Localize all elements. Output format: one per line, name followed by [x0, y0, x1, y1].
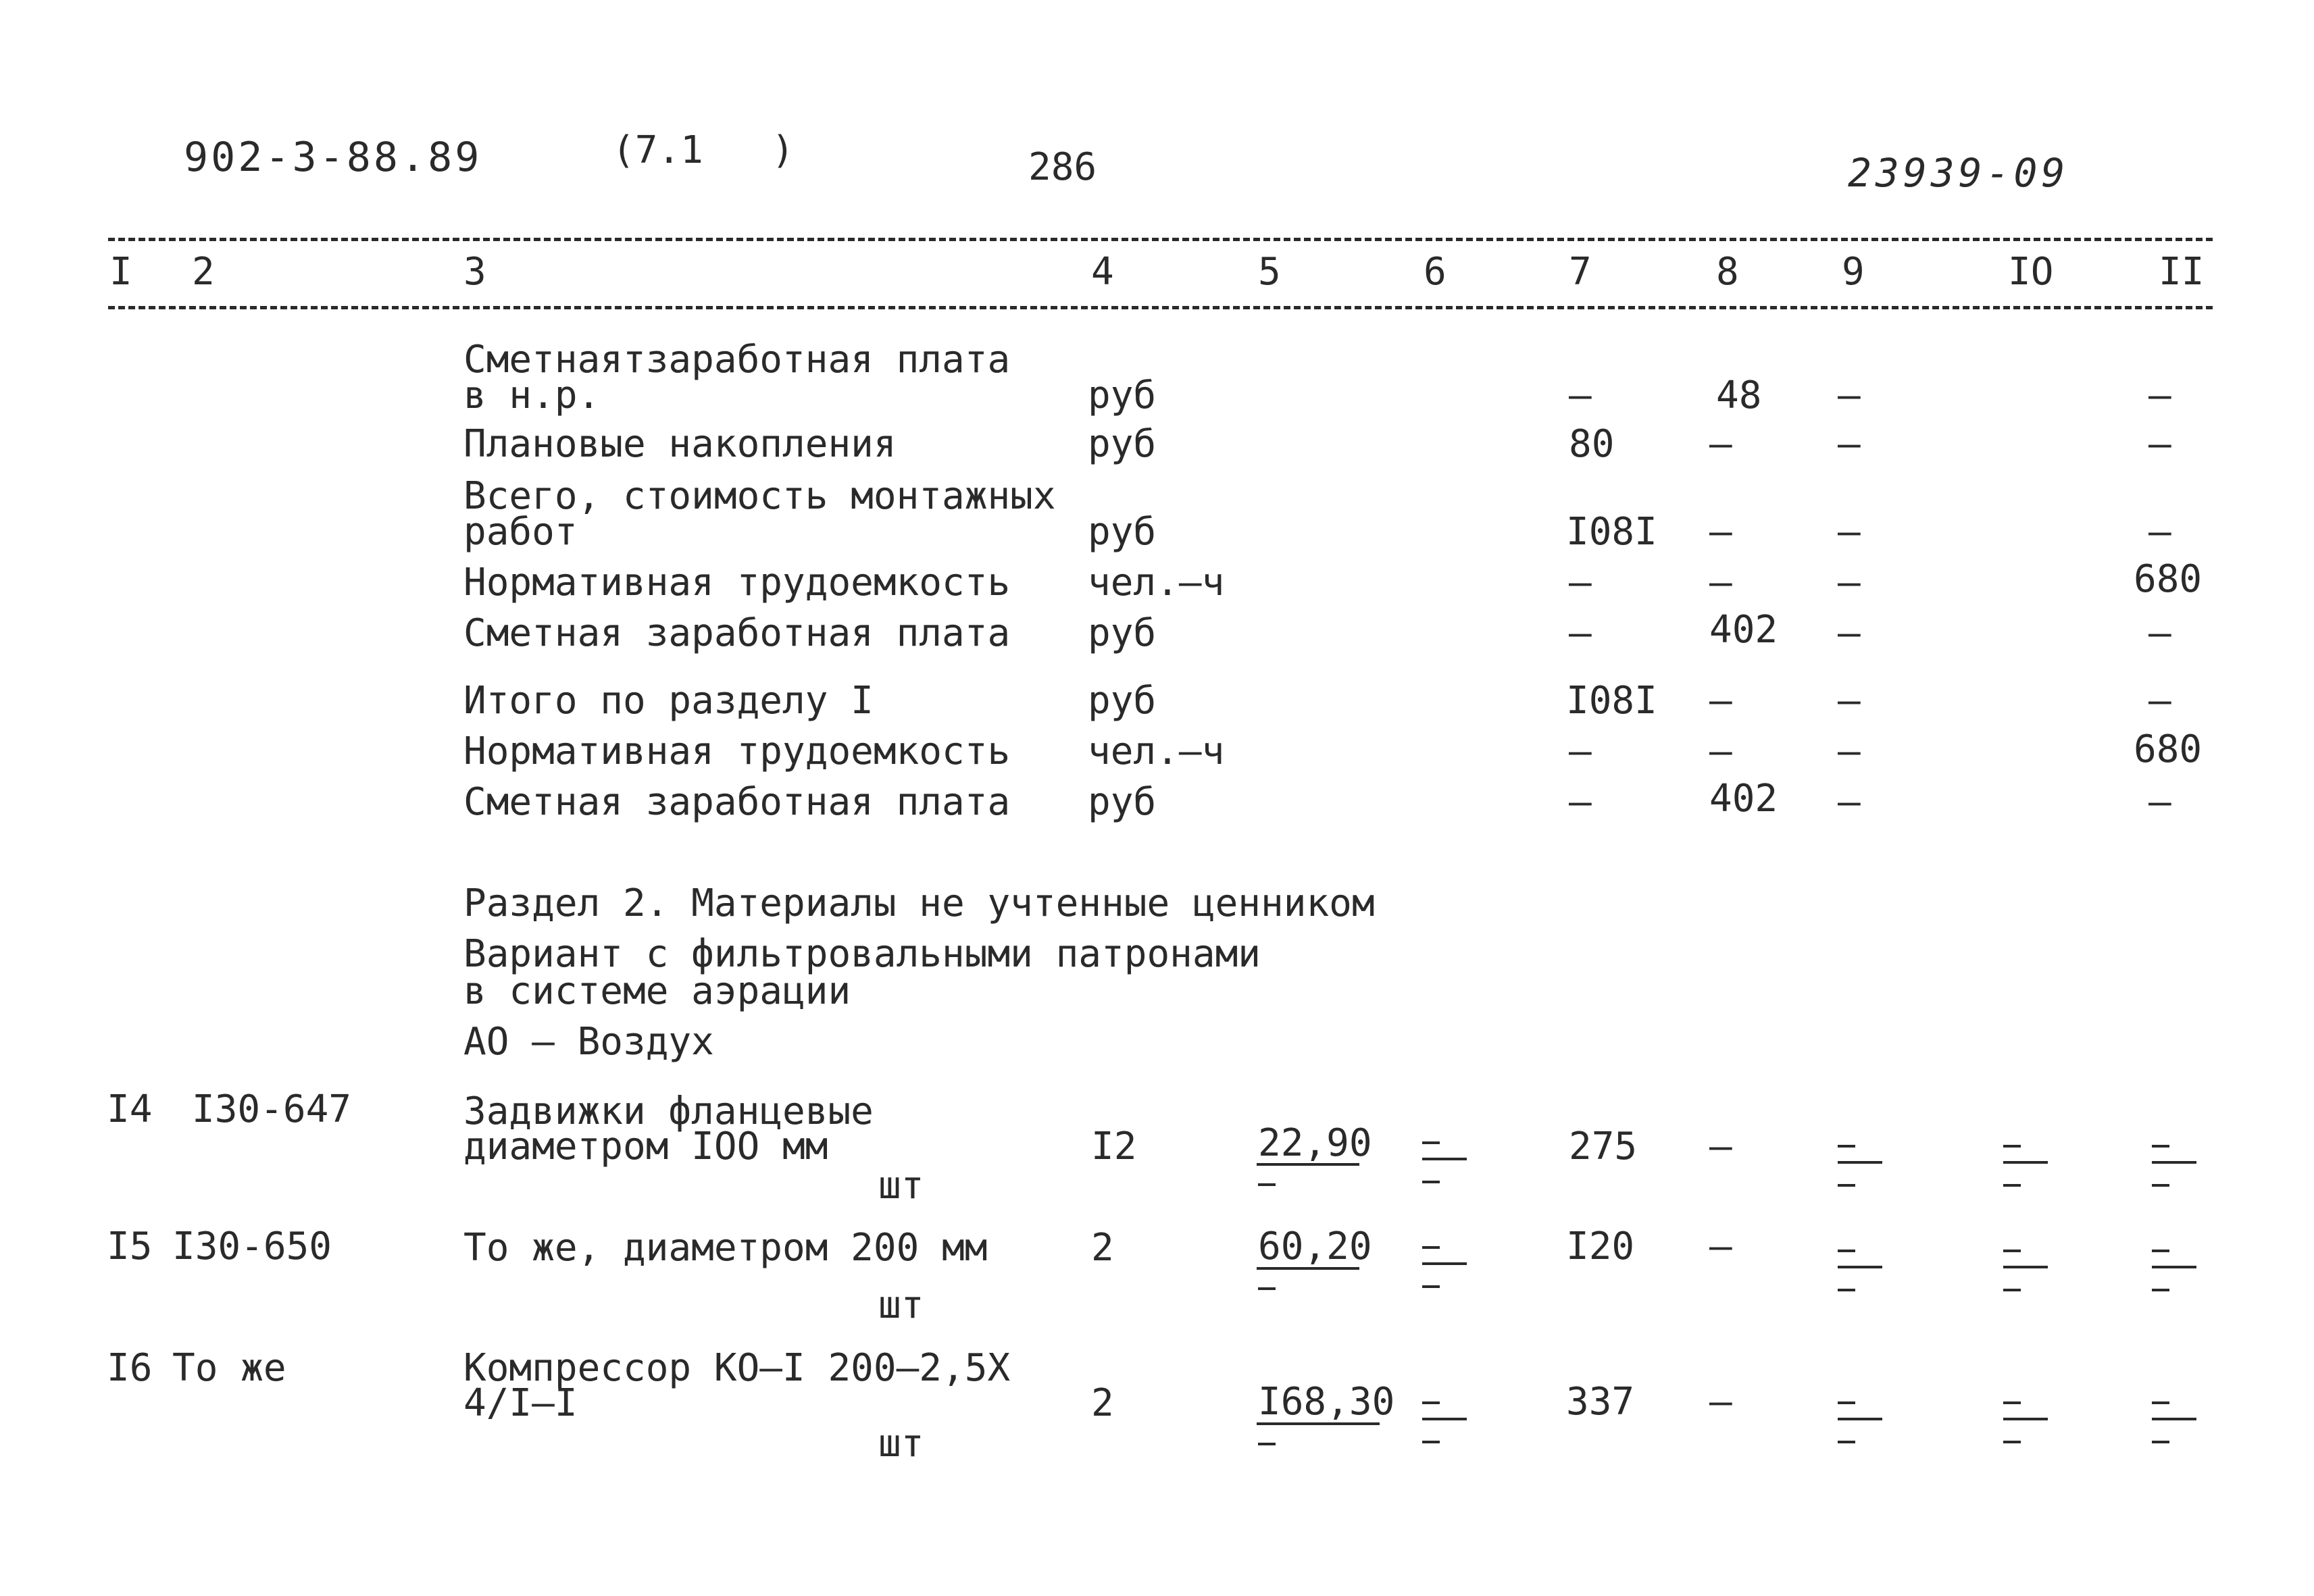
- item-unit: шт: [878, 1422, 924, 1466]
- item-col8: –: [1709, 1125, 1732, 1168]
- row-name: Сметная заработная плата: [463, 780, 1011, 824]
- item-price: 60,20: [1258, 1225, 1372, 1268]
- row-unit: руб: [1088, 374, 1157, 417]
- row-col7: 80: [1569, 422, 1615, 466]
- item-code: I30-650: [172, 1225, 332, 1268]
- row-col8: –: [1709, 422, 1732, 466]
- item-col8: –: [1709, 1225, 1732, 1268]
- price-dash-below: [1258, 1183, 1276, 1186]
- col11-mark: [2152, 1250, 2196, 1293]
- row-col9: –: [1838, 374, 1861, 417]
- document-code: 902-3-88.89: [184, 134, 482, 181]
- item-quantity: 2: [1091, 1381, 1114, 1425]
- page-number: 286: [1028, 145, 1097, 189]
- row-col11: –: [2148, 422, 2171, 466]
- col10-mark: [2003, 1250, 2048, 1293]
- row-col7: –: [1569, 561, 1592, 604]
- row-col8: 48: [1716, 374, 1762, 417]
- row-col11: 680: [2134, 727, 2203, 771]
- row-col9: –: [1838, 679, 1861, 723]
- item-code: I30-647: [192, 1087, 352, 1131]
- item-total: 337: [1566, 1380, 1635, 1424]
- col6-mark: [1422, 1401, 1467, 1445]
- col-header-2: 2: [192, 250, 215, 294]
- col-header-10: IO: [2008, 250, 2054, 294]
- row-col7: –: [1569, 780, 1592, 824]
- table-header-rule: [108, 306, 2213, 309]
- row-col9: –: [1838, 422, 1861, 466]
- row-col9: –: [1838, 561, 1861, 604]
- item-number: I6: [107, 1346, 153, 1390]
- item-number: I4: [107, 1087, 153, 1131]
- col6-mark: [1422, 1141, 1467, 1185]
- row-name: Всего, стоимость монтажных: [463, 474, 1056, 518]
- row-col7: I08I: [1566, 510, 1657, 554]
- album-number: (7.1 ): [612, 128, 795, 172]
- row-col7: –: [1569, 611, 1592, 655]
- row-col8: –: [1709, 510, 1732, 554]
- col11-mark: [2152, 1401, 2196, 1445]
- col-header-11: II: [2159, 250, 2205, 294]
- col-header-1: I: [109, 250, 132, 294]
- row-col11: –: [2148, 374, 2171, 417]
- item-code: То же: [172, 1346, 286, 1390]
- item-name: Компрессор КО–I 200–2,5Х: [463, 1346, 1011, 1390]
- item-price: 22,90: [1258, 1121, 1372, 1165]
- item-name: То же, диаметром 200 мм: [463, 1226, 988, 1270]
- variant-title: Вариант с фильтровальными патронами: [463, 932, 1261, 976]
- item-col8: –: [1709, 1380, 1732, 1424]
- price-dash-below: [1258, 1287, 1276, 1290]
- col-header-9: 9: [1842, 250, 1865, 294]
- table-top-rule: [108, 238, 2213, 241]
- row-col8: –: [1709, 679, 1732, 723]
- col10-mark: [2003, 1145, 2048, 1188]
- row-unit: руб: [1088, 510, 1157, 554]
- row-name: Итого по разделу I: [463, 679, 874, 723]
- col-header-8: 8: [1716, 250, 1739, 294]
- row-name: Нормативная трудоемкость: [463, 729, 1011, 773]
- row-col9: –: [1838, 780, 1861, 824]
- col6-mark: [1422, 1246, 1467, 1289]
- row-col11: –: [2148, 679, 2171, 723]
- row-col8: –: [1709, 729, 1732, 773]
- row-col8: 402: [1709, 777, 1778, 821]
- row-name: Сметная заработная плата: [463, 611, 1011, 655]
- col9-mark: [1838, 1401, 1882, 1445]
- row-col7: –: [1569, 374, 1592, 417]
- price-dash-below: [1258, 1443, 1276, 1445]
- row-name: Нормативная трудоемкость: [463, 561, 1011, 604]
- item-number: I5: [107, 1225, 153, 1268]
- row-col11: –: [2148, 611, 2171, 655]
- price-underline: [1257, 1163, 1359, 1166]
- row-col9: –: [1838, 611, 1861, 655]
- row-name: Плановые накопления: [463, 422, 897, 466]
- col-header-4: 4: [1091, 250, 1114, 294]
- item-unit: шт: [878, 1164, 924, 1208]
- item-name-cont: 4/I–I: [463, 1381, 578, 1425]
- row-unit: чел.–ч: [1088, 729, 1225, 773]
- row-col7: I08I: [1566, 679, 1657, 723]
- item-price: I68,30: [1258, 1380, 1395, 1424]
- col-header-7: 7: [1569, 250, 1592, 294]
- row-unit: руб: [1088, 679, 1157, 723]
- item-total: 275: [1569, 1125, 1638, 1168]
- item-quantity: 2: [1091, 1226, 1114, 1270]
- col-header-6: 6: [1424, 250, 1447, 294]
- row-name-cont: в н.р.: [463, 374, 601, 417]
- col9-mark: [1838, 1250, 1882, 1293]
- row-name: Сметнаятзаработная плата: [463, 338, 1011, 382]
- row-col8: 402: [1709, 608, 1778, 652]
- row-unit: чел.–ч: [1088, 561, 1225, 604]
- price-underline: [1257, 1267, 1359, 1270]
- row-col11: 680: [2134, 557, 2203, 601]
- section-subtitle: АО – Воздух: [463, 1020, 714, 1064]
- row-col9: –: [1838, 510, 1861, 554]
- row-col11: –: [2148, 510, 2171, 554]
- col11-mark: [2152, 1145, 2196, 1188]
- item-quantity: I2: [1091, 1125, 1137, 1168]
- row-unit: руб: [1088, 422, 1157, 466]
- variant-title-cont: в системе аэрации: [463, 969, 851, 1013]
- row-col8: –: [1709, 561, 1732, 604]
- item-name-cont: диаметром IOO мм: [463, 1125, 828, 1168]
- col9-mark: [1838, 1145, 1882, 1188]
- section-title: Раздел 2. Материалы не учтенные ценником: [463, 881, 1375, 925]
- inventory-number: 23939-09: [1848, 150, 2069, 196]
- item-name: Задвижки фланцевые: [463, 1089, 874, 1133]
- col-header-3: 3: [463, 250, 486, 294]
- row-unit: руб: [1088, 780, 1157, 824]
- item-unit: шт: [878, 1283, 924, 1327]
- row-col9: –: [1838, 729, 1861, 773]
- item-total: I20: [1566, 1225, 1635, 1268]
- col10-mark: [2003, 1401, 2048, 1445]
- col-header-5: 5: [1258, 250, 1281, 294]
- row-col11: –: [2148, 780, 2171, 824]
- row-unit: руб: [1088, 611, 1157, 655]
- row-col7: –: [1569, 729, 1592, 773]
- price-underline: [1257, 1422, 1380, 1425]
- row-name-cont: работ: [463, 510, 578, 554]
